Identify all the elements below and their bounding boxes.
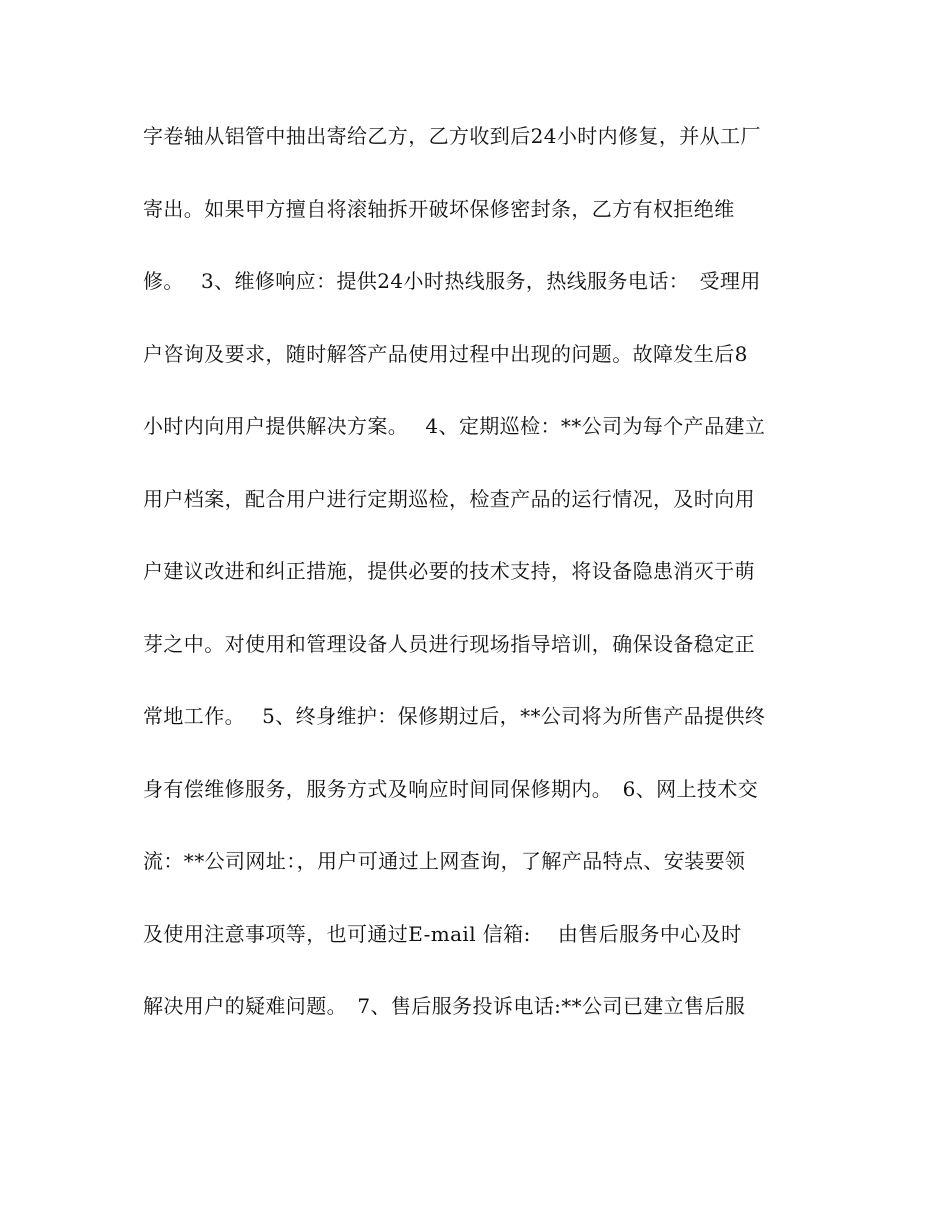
text-line: 修。 3、维修响应：提供24小时热线服务，热线服务电话： 受理用 [143,269,761,293]
text-line: 寄出。如果甲方擅自将滚轴拆开破坏保修密封条，乙方有权拒绝维 [143,196,735,221]
text-line: 户咨询及要求，随时解答产品使用过程中出现的问题。故障发生后8 [143,341,748,366]
text-line: 芽之中。对使用和管理设备人员进行现场指导培训，确保设备稳定正 [143,631,755,656]
text-line: 及使用注意事项等，也可通过E-mail 信箱: 由售后服务中心及时 [143,921,742,946]
text-line: 户建议改进和纠正措施，提供必要的技术支持，将设备隐患消灭于萌 [143,559,755,583]
text-line: 字卷轴从铝管中抽出寄给乙方，乙方收到后24小时内修复，并从工厂 [143,124,761,148]
text-line: 解决用户的疑难问题。 7、售后服务投诉电话:**公司已建立售后服 [143,994,746,1018]
text-line: 小时内向用户提供解决方案。 4、定期巡检：**公司为每个产品建立 [143,414,766,438]
text-line: 流：**公司网址：，用户可通过上网查询，了解产品特点、安装要领 [143,849,746,873]
text-line: 常地工作。 5、终身维护：保修期过后，**公司将为所售产品提供终 [143,704,766,728]
text-line: 用户档案，配合用户进行定期巡检，检查产品的运行情况，及时向用 [143,486,755,511]
text-line: 身有偿维修服务，服务方式及响应时间同保修期内。 6、网上技术交 [143,776,759,801]
body-text [143,116,823,1059]
